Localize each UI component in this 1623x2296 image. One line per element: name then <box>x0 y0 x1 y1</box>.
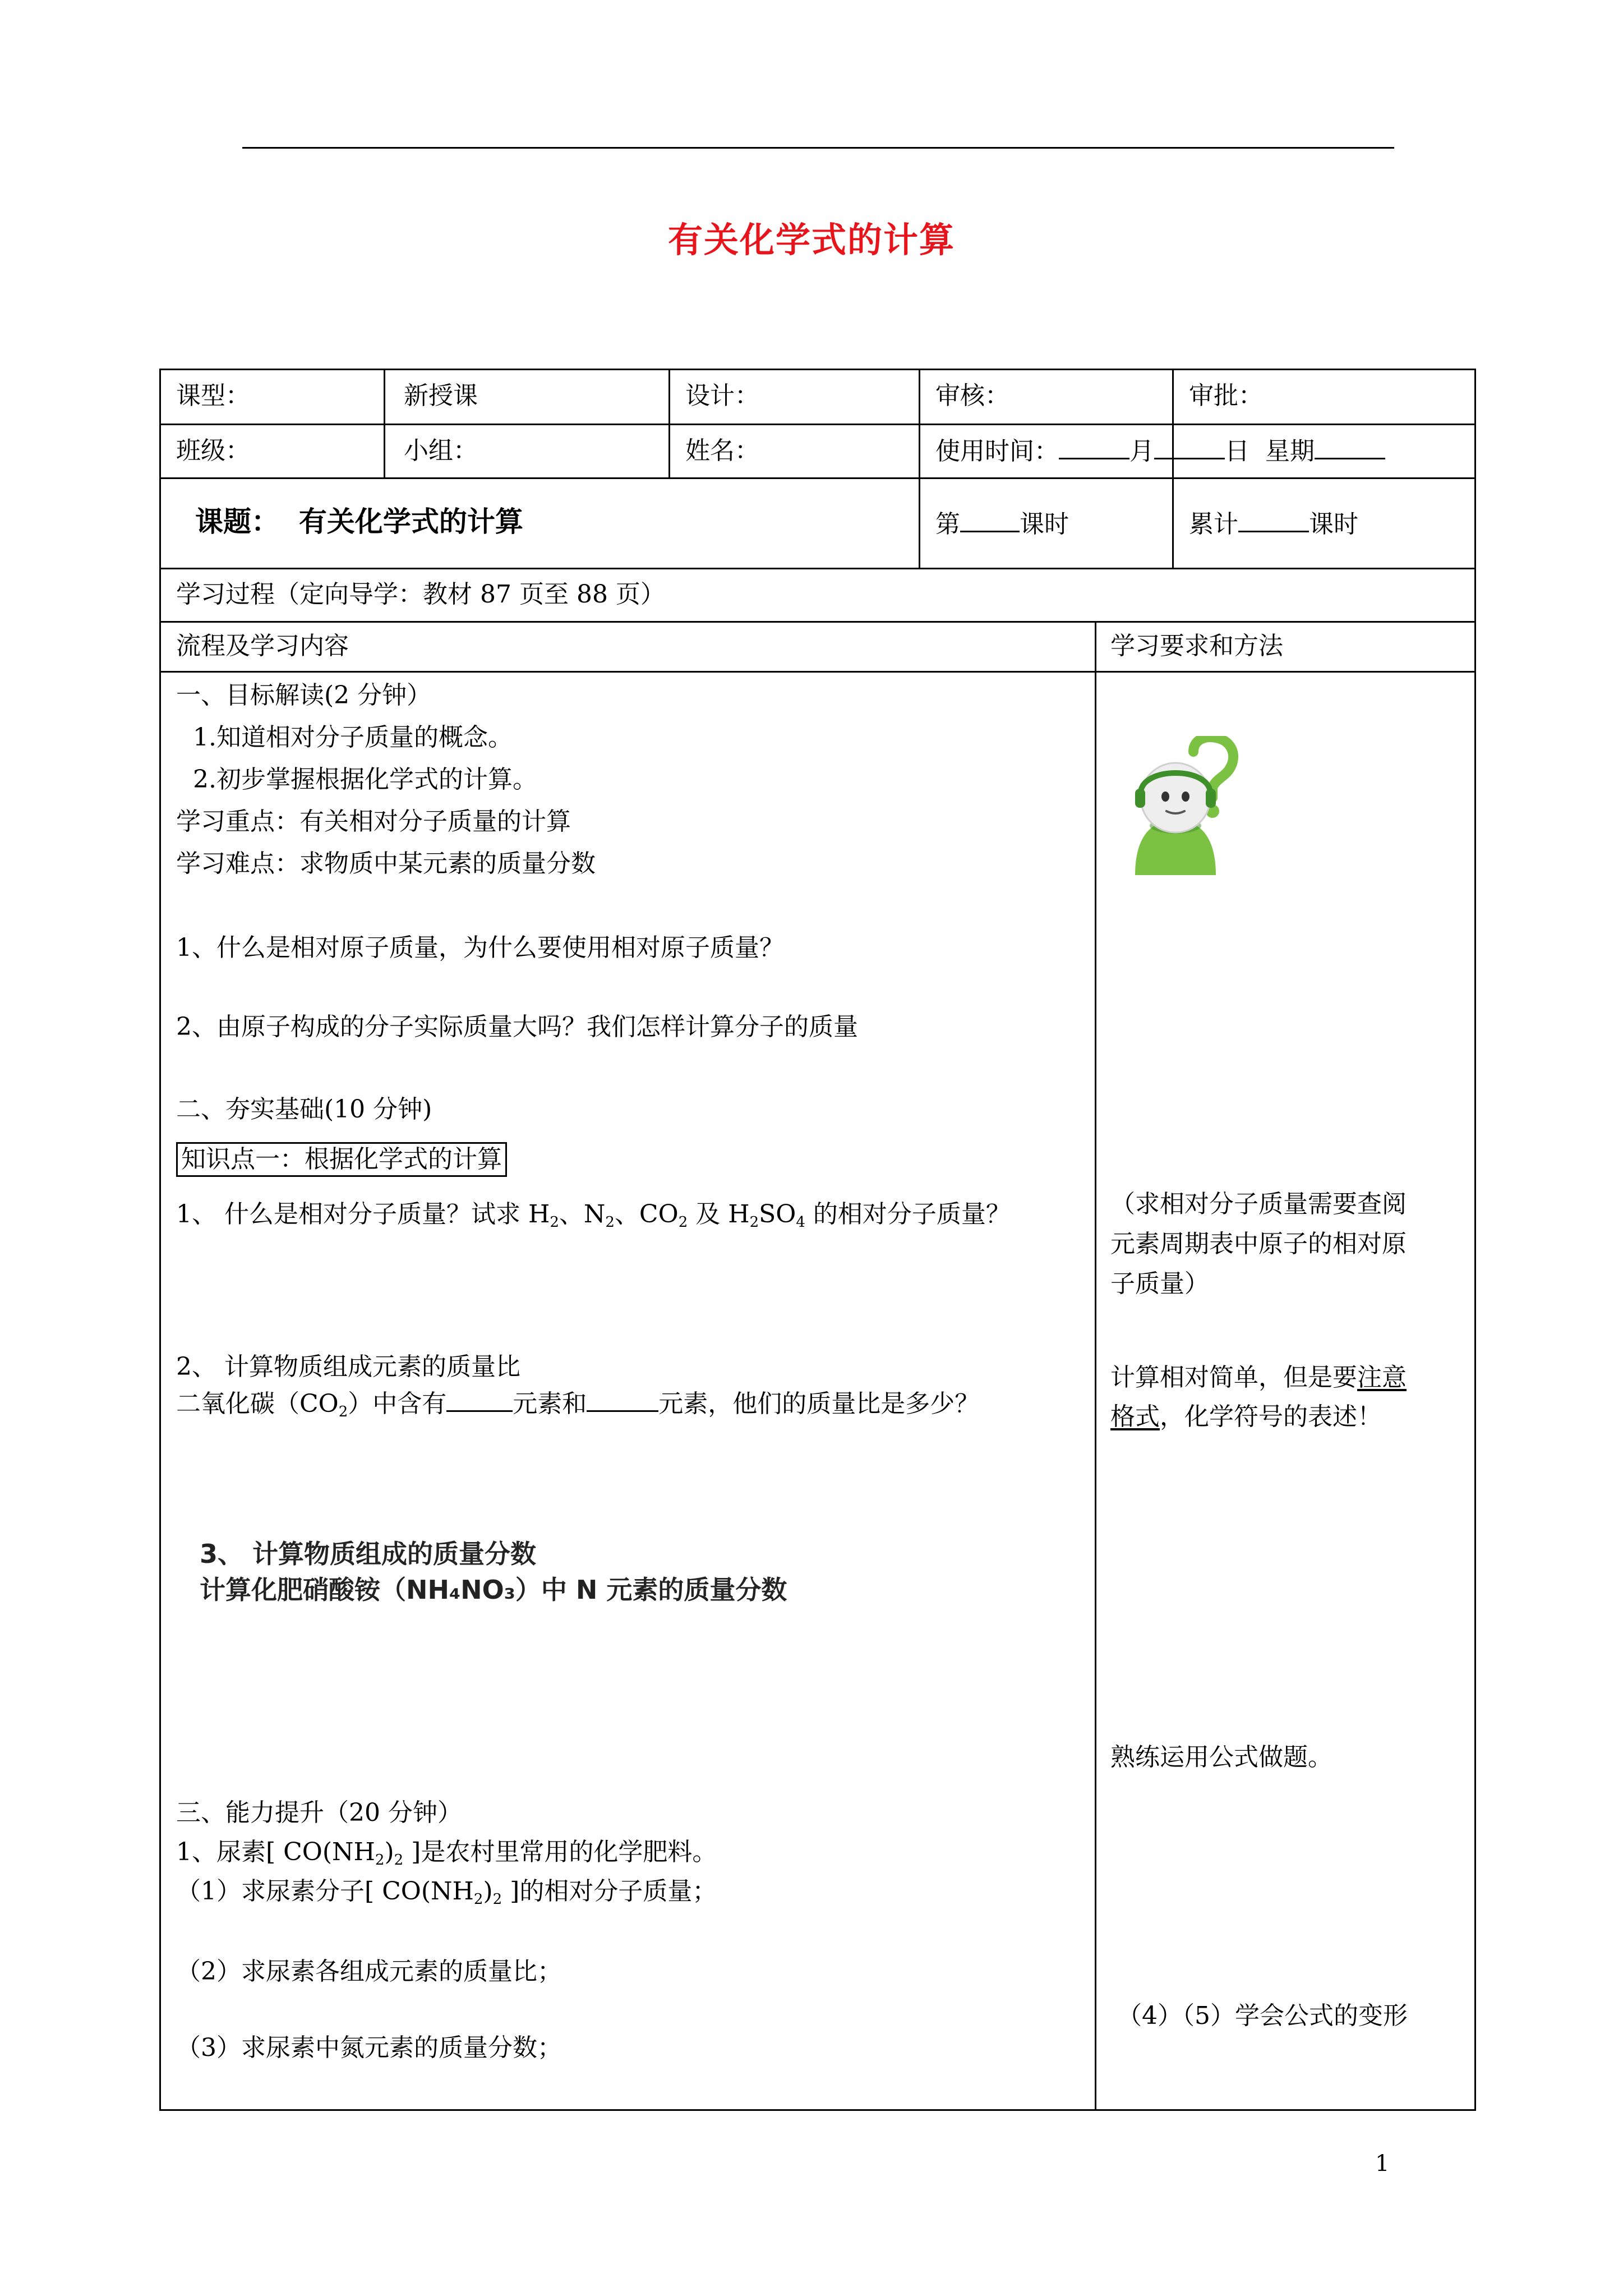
key-point: 学习重点：有关相对分子质量的计算 <box>176 807 571 836</box>
note-1-line-3: 子质量） <box>1110 1269 1209 1298</box>
topic-value: 有关化学式的计算 <box>298 505 523 538</box>
question-1: 1、什么是相对原子质量，为什么要使用相对原子质量？ <box>176 933 784 962</box>
item-1-text-c: 、CO <box>614 1200 679 1228</box>
header-rule <box>242 147 1394 149</box>
group-label: 小组： <box>404 436 478 465</box>
goal-1: 1.知道相对分子质量的概念。 <box>193 723 513 752</box>
item-1-text-a: 1、 什么是相对分子质量？试求 H <box>176 1200 550 1228</box>
sub-1-text-b: ) <box>483 1877 493 1906</box>
total-lessons-field <box>1189 509 1358 539</box>
usage-time-label: 使用时间： <box>935 437 1059 466</box>
knowledge-point-box: 知识点一：根据化学式的计算 <box>176 1142 507 1177</box>
learning-process: 学习过程（定向导学：教材 87 页至 88 页） <box>176 580 665 609</box>
urea-sub-3: （3）求尿素中氮元素的质量分数； <box>176 2033 562 2062</box>
urea-text-c: ]是农村里常用的化学肥料。 <box>403 1838 717 1866</box>
note-2-emphasis-b: 格式 <box>1110 1402 1160 1431</box>
difficulty: 学习难点：求物质中某元素的质量分数 <box>176 849 596 878</box>
note-2-text-a: 计算相对简单，但是要 <box>1110 1363 1357 1392</box>
month-blank <box>1059 436 1129 459</box>
co2-subscript: 2 <box>678 1214 688 1231</box>
goal-2: 2.初步掌握根据化学式的计算。 <box>193 765 537 794</box>
section-goals-title: 一、目标解读(2 分钟） <box>176 681 432 710</box>
review-label: 审核： <box>935 381 1009 410</box>
page-title: 有关化学式的计算 <box>667 219 955 260</box>
left-column-header: 流程及学习内容 <box>176 632 349 660</box>
weekday-blank <box>1315 436 1385 459</box>
sub-1-text-a: （1）求尿素分子[ CO(NH <box>176 1877 474 1906</box>
n2-subscript: 2 <box>605 1214 615 1231</box>
note-2-text-b: ，化学符号的表述！ <box>1160 1402 1382 1431</box>
thinking-mascot-icon <box>1127 736 1262 876</box>
month-label: 月 <box>1129 437 1154 466</box>
h2so4-h-subscript: 2 <box>749 1214 759 1231</box>
weekday-label: 星期 <box>1265 437 1315 466</box>
item-1-text-e: SO <box>759 1200 796 1228</box>
usage-time-field <box>935 436 1385 466</box>
total-prefix: 累计 <box>1189 510 1238 539</box>
note-2-line-1 <box>1110 1363 1407 1392</box>
lesson-prefix: 第 <box>935 510 960 539</box>
note-2-emphasis-a: 注意 <box>1357 1363 1407 1392</box>
item-2-text-b: ）中含有 <box>348 1389 447 1418</box>
total-suffix: 课时 <box>1309 510 1358 539</box>
item-3-title: 3、 计算物质组成的质量分数 <box>200 1539 537 1569</box>
nh2-subscript: 2 <box>375 1852 385 1869</box>
note-4: （4）（5）学会公式的变形 <box>1117 2001 1408 2030</box>
h2-subscript: 2 <box>550 1214 559 1231</box>
element-blank-1 <box>446 1389 513 1412</box>
design-label: 设计： <box>685 381 759 410</box>
item-2-title: 2、 计算物质组成元素的质量比 <box>176 1352 520 1381</box>
item-1-text-b: 、N <box>559 1200 606 1228</box>
lesson-blank <box>960 509 1020 532</box>
topic-label: 课题： <box>195 505 279 538</box>
urea-text-b: ) <box>384 1838 394 1866</box>
urea-sub-2: （2）求尿素各组成元素的质量比； <box>176 1957 562 1986</box>
group-subscript: 2 <box>492 1891 502 1908</box>
sub-1-text-c: ]的相对分子质量； <box>502 1877 717 1906</box>
item-1 <box>176 1200 1011 1237</box>
element-blank-2 <box>587 1389 658 1412</box>
topic-field <box>195 507 523 536</box>
note-1-line-1: （求相对分子质量需要查阅 <box>1110 1190 1407 1218</box>
item-2-text-a: 二氧化碳（CO <box>176 1389 339 1418</box>
question-2: 2、由原子构成的分子实际质量大吗？我们怎样计算分子的质量 <box>176 1013 858 1041</box>
note-2-line-2 <box>1110 1402 1382 1432</box>
course-type-label: 课型： <box>176 381 250 410</box>
note-1-line-2: 元素周期表中原子的相对原 <box>1110 1230 1407 1258</box>
right-column-header: 学习要求和方法 <box>1110 632 1283 660</box>
lesson-suffix: 课时 <box>1020 510 1069 539</box>
section-ability-title: 三、能力提升（20 分钟） <box>176 1798 462 1827</box>
note-3: 熟练运用公式做题。 <box>1110 1743 1332 1772</box>
item-3-text: 计算化肥硝酸铵（NH₄NO₃）中 N 元素的质量分数 <box>200 1575 787 1605</box>
co2-subscript: 2 <box>338 1404 348 1420</box>
approve-label: 审批： <box>1189 381 1263 410</box>
urea-text-a: 1、尿素[ CO(NH <box>176 1838 375 1866</box>
urea-sub-1 <box>176 1877 717 1914</box>
section-basics-title: 二、夯实基础(10 分钟) <box>176 1095 432 1124</box>
lesson-count-field <box>935 509 1069 539</box>
course-type-value: 新授课 <box>404 381 478 410</box>
group-subscript: 2 <box>394 1852 404 1869</box>
item-2-question <box>176 1389 979 1427</box>
item-2-text-c: 元素和 <box>513 1389 587 1418</box>
day-label: 日 <box>1225 437 1249 466</box>
nh2-subscript: 2 <box>473 1891 483 1908</box>
name-label: 姓名： <box>685 436 759 465</box>
h2so4-o-subscript: 4 <box>796 1214 805 1231</box>
class-label: 班级： <box>176 436 250 465</box>
item-1-text-f: 的相对分子质量？ <box>805 1200 1011 1228</box>
urea-intro <box>176 1838 717 1875</box>
day-blank <box>1154 436 1225 459</box>
total-blank <box>1238 509 1309 532</box>
item-1-text-d: 及 H <box>688 1200 750 1228</box>
item-2-text-d: 元素，他们的质量比是多少？ <box>658 1389 980 1418</box>
page-number: 1 <box>1375 2151 1390 2177</box>
